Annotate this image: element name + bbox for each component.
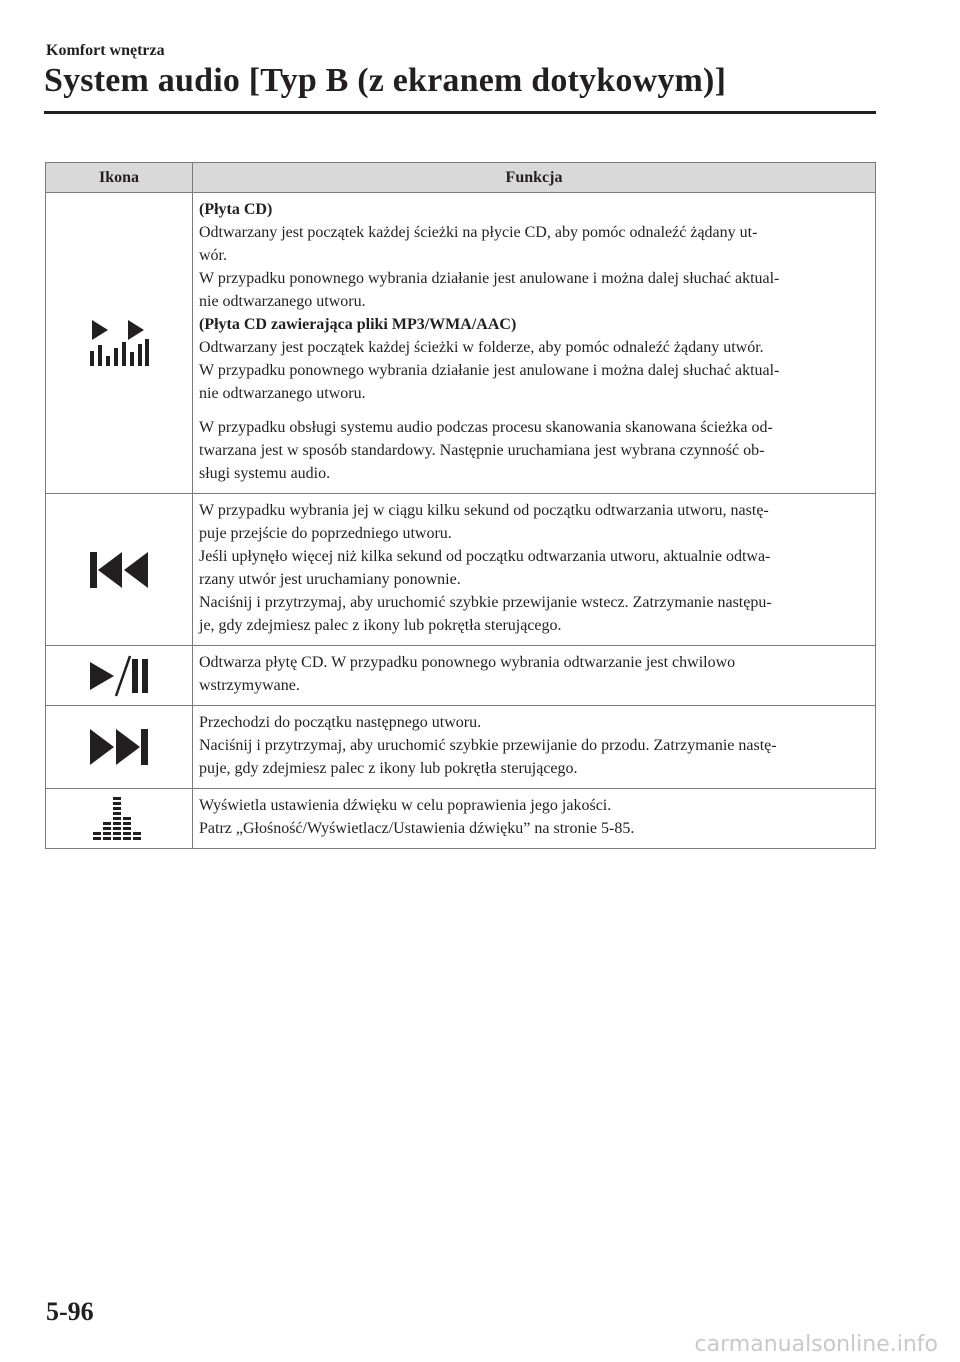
table-row	[46, 646, 876, 706]
description-line: sługi systemu audio.	[199, 465, 331, 482]
table-header-row	[46, 163, 876, 193]
table-row	[46, 494, 876, 646]
watermark: carmanualsonline.info	[694, 1332, 938, 1357]
table-row	[46, 193, 876, 494]
description-line: Przechodzi do początku następnego utworu.	[199, 714, 482, 731]
function-cell	[193, 706, 876, 789]
function-cell	[193, 789, 876, 849]
page-number: 5-96	[46, 1297, 94, 1326]
description-line: Odtwarza płytę CD. W przypadku ponownego wybrania odtwarzanie jest chwilowo	[199, 654, 736, 671]
column-header-icon: Ikona	[46, 163, 193, 193]
description-line: puje, gdy zdejmiesz palec z ikony lub pokrętła sterującego.	[199, 760, 578, 777]
function-cell	[193, 646, 876, 706]
description-line: W przypadku ponownego wybrania działanie jest anulowane i można dalej słuchać aktual-	[199, 362, 780, 379]
description-line: puje przejście do poprzedniego utworu.	[199, 525, 452, 542]
section-label: Komfort wnętrza	[46, 42, 165, 59]
title-divider	[44, 111, 876, 114]
column-header-function: Funkcja	[193, 163, 876, 193]
heading-mp3-cd: (Płyta CD zawierająca pliki MP3/WMA/AAC)	[199, 316, 517, 333]
icon-cell	[46, 646, 193, 706]
description-line: Wyświetla ustawienia dźwięku w celu poprawienia jego jakości.	[199, 797, 612, 814]
icon-function-table	[45, 162, 876, 849]
next-track-icon	[46, 727, 192, 767]
description-line: nie odtwarzanego utworu.	[199, 293, 366, 310]
description-line: twarzana jest w sposób standardowy. Następnie uruchamiana jest wybrana czynność ob-	[199, 442, 765, 459]
description-line: Naciśnij i przytrzymaj, aby uruchomić szybkie przewijanie do przodu. Zatrzymanie nastę-	[199, 737, 777, 754]
heading-cd: (Płyta CD)	[199, 201, 273, 218]
description-line: Jeśli upłynęło więcej niż kilka sekund od początku odtwarzania utworu, aktualnie odtwa-	[199, 548, 771, 565]
description-line: Odtwarzany jest początek każdej ścieżki na płycie CD, aby pomóc odnaleźć żądany ut-	[199, 224, 758, 241]
icon-cell	[46, 193, 193, 494]
icon-cell	[46, 494, 193, 646]
scan-icon	[46, 318, 192, 368]
table-row	[46, 789, 876, 849]
description-line: wstrzymywane.	[199, 677, 300, 694]
description-line: je, gdy zdejmiesz palec z ikony lub pokrętła sterującego.	[199, 617, 562, 634]
description-line: rzany utwór jest uruchamiany ponownie.	[199, 571, 461, 588]
function-cell	[193, 494, 876, 646]
icon-cell	[46, 789, 193, 849]
description-line: Naciśnij i przytrzymaj, aby uruchomić szybkie przewijanie wstecz. Zatrzymanie następu-	[199, 594, 772, 611]
description-line: W przypadku wybrania jej w ciągu kilku sekund od początku odtwarzania utworu, nastę-	[199, 502, 769, 519]
description-line: nie odtwarzanego utworu.	[199, 385, 366, 402]
page-title: System audio [Typ B (z ekranem dotykowym)]	[44, 62, 727, 99]
description-line: W przypadku ponownego wybrania działanie jest anulowane i można dalej słuchać aktual-	[199, 270, 780, 287]
description-line: W przypadku obsługi systemu audio podczas procesu skanowania skanowana ścieżka od-	[199, 419, 773, 436]
previous-track-icon	[46, 550, 192, 590]
sound-settings-icon	[46, 796, 192, 842]
description-line: Patrz „Głośność/Wyświetlacz/Ustawienia dźwięku” na stronie 5-85.	[199, 820, 635, 837]
function-cell	[193, 193, 876, 494]
table-row	[46, 706, 876, 789]
icon-cell	[46, 706, 193, 789]
description-line: Odtwarzany jest początek każdej ścieżki w folderze, aby pomóc odnaleźć żądany utwór.	[199, 339, 764, 356]
description-line: wór.	[199, 247, 227, 264]
play-pause-icon	[46, 654, 192, 698]
